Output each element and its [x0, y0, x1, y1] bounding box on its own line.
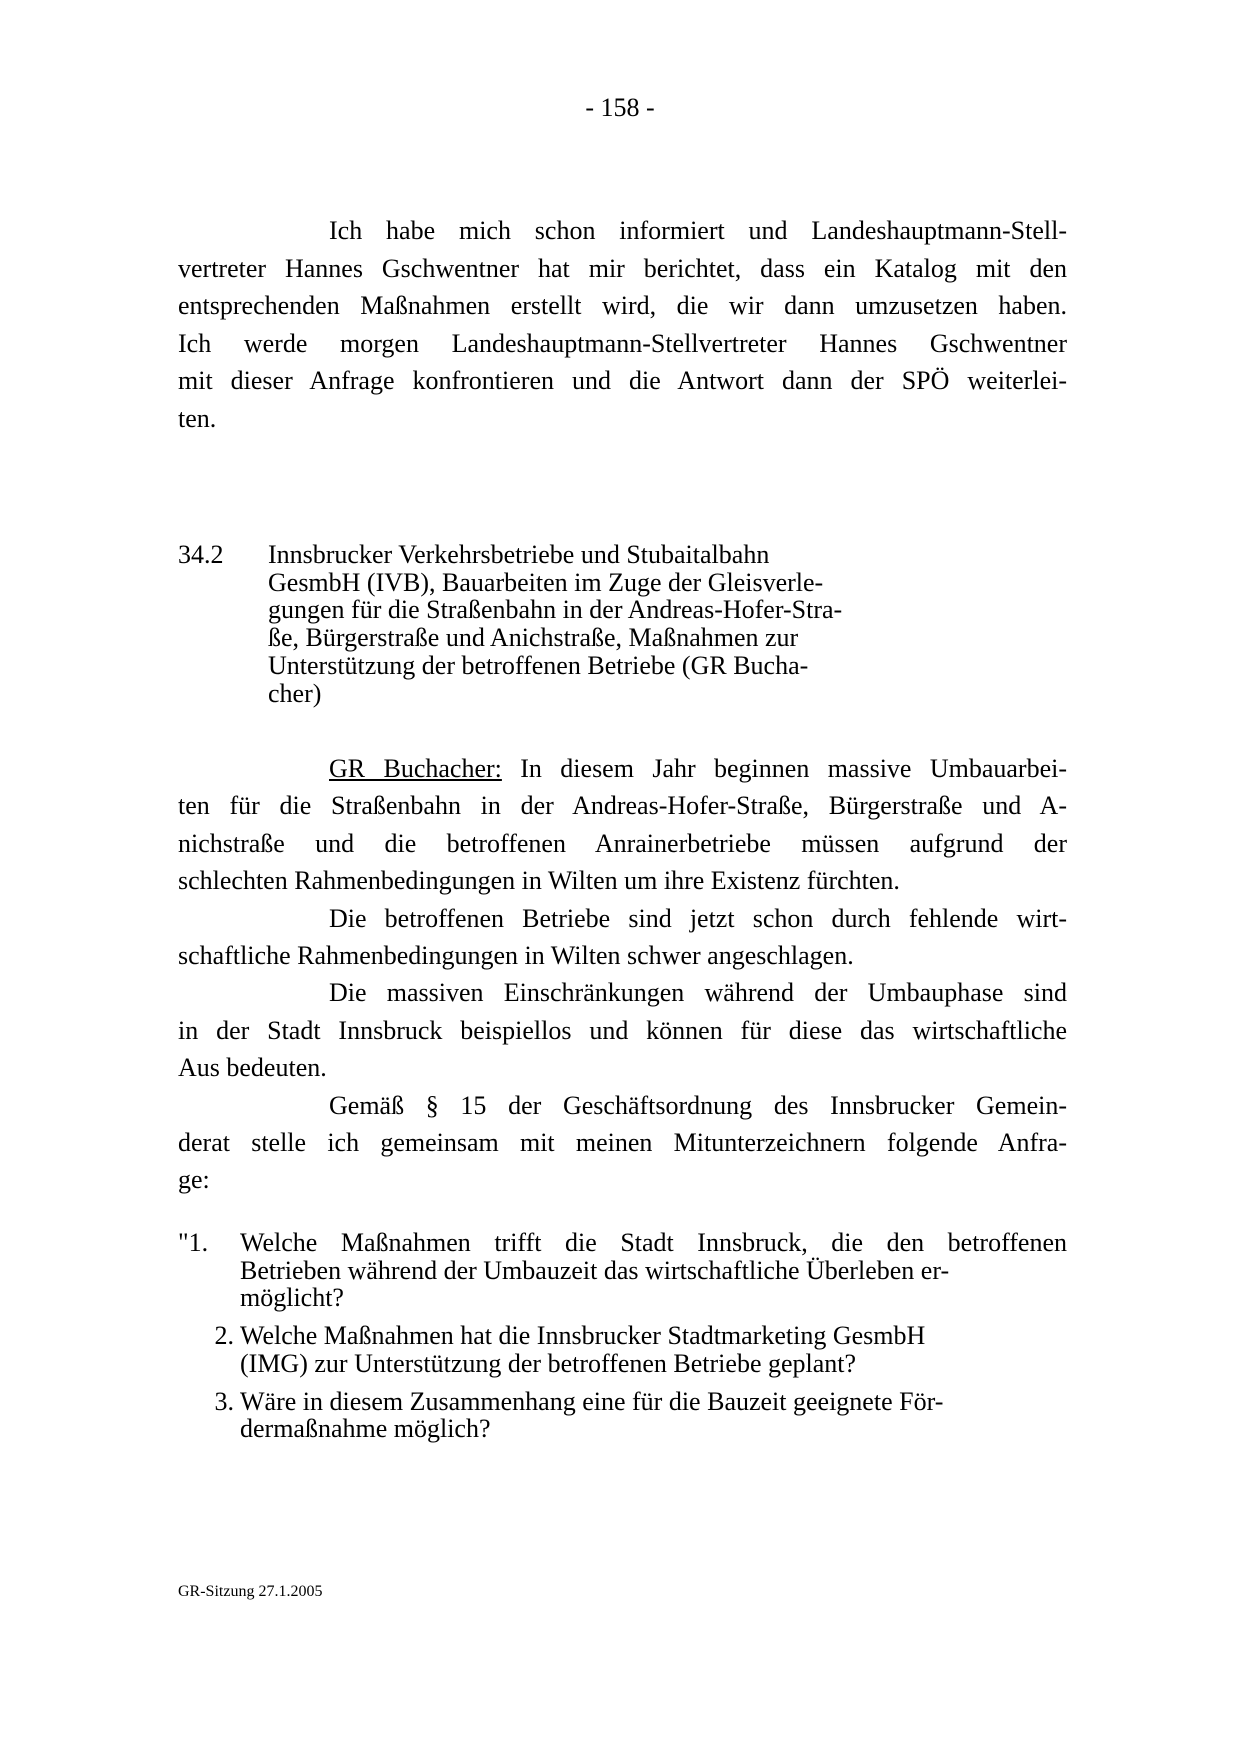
- agenda-item-title: [268, 541, 908, 707]
- text-line: [178, 750, 1067, 787]
- text-line: möglicht?: [240, 1283, 344, 1313]
- list-marker: 3.: [214, 1386, 234, 1416]
- text-line: in der Stadt Innsbruck beispiellos und können für diese das wirtschaftliche: [178, 1015, 1067, 1045]
- text-line: Welche Maßnahmen trifft die Stadt Innsbruck, die den betroffenen: [240, 1228, 1067, 1257]
- list-marker: "1.: [178, 1228, 209, 1257]
- text-line: vertreter Hannes Gschwentner hat mir berichtet, dass ein Katalog mit den: [178, 253, 1067, 283]
- list-item: [178, 1322, 1067, 1377]
- text-line: entsprechenden Maßnahmen erstellt wird, die wir dann umzusetzen haben.: [178, 291, 1067, 321]
- list-item: [178, 1388, 1067, 1443]
- text-line: Aus bedeuten.: [178, 1053, 327, 1083]
- title-line: Innsbrucker Verkehrsbetriebe und Stubaitalbahn: [268, 540, 770, 569]
- text-line: schaftliche Rahmenbedingungen in Wilten schwer angeschlagen.: [178, 941, 854, 971]
- text-line: Die massiven Einschränkungen während der Umbauphase sind: [329, 978, 1067, 1008]
- text-line: Wäre in diesem Zusammenhang eine für die Bauzeit geeignete För-: [240, 1386, 944, 1416]
- page-footer: GR-Sitzung 27.1.2005: [178, 1583, 323, 1600]
- text-line: Welche Maßnahmen hat die Innsbrucker Stadtmarketing GesmbH: [240, 1321, 926, 1351]
- page-number: - 158 -: [585, 93, 655, 122]
- text-line: dermaßnahme möglich?: [240, 1414, 491, 1444]
- text-line: ge:: [178, 1165, 210, 1195]
- statement-body: [178, 750, 1067, 1199]
- title-line: ße, Bürgerstraße und Anichstraße, Maßnahmen zur: [268, 623, 799, 653]
- statement-first-line: In diesem Jahr beginnen massive Umbauarbei-: [501, 754, 1067, 783]
- text-line: nichstraße und die betroffenen Anrainerbetriebe müssen aufgrund der: [178, 828, 1067, 858]
- agenda-item-number: 34.2: [178, 540, 224, 569]
- text-line: schlechten Rahmenbedingungen in Wilten um ihre Existenz fürchten.: [178, 866, 900, 896]
- question-list: [178, 1229, 1067, 1443]
- text-line: Betrieben während der Umbauzeit das wirtschaftliche Überleben er-: [240, 1255, 950, 1285]
- text-line: Ich habe mich schon informiert und Landeshauptmann-Stell-: [329, 216, 1067, 245]
- text-line: Gemäß § 15 der Geschäftsordnung des Innsbrucker Gemein-: [329, 1090, 1067, 1120]
- title-line: gungen für die Straßenbahn in der Andreas-Hofer-Stra-: [268, 595, 843, 625]
- text-line: mit dieser Anfrage konfrontieren und die Antwort dann der SPÖ weiterlei-: [178, 366, 1067, 396]
- text-line: ten für die Straßenbahn in der Andreas-Hofer-Straße, Bürgerstraße und A-: [178, 791, 1067, 821]
- title-line: cher): [268, 678, 322, 708]
- title-line: Unterstützung der betroffenen Betriebe (GR Bucha-: [268, 650, 809, 680]
- text-line: Die betroffenen Betriebe sind jetzt schon durch fehlende wirt-: [329, 903, 1067, 933]
- text-line: ten.: [178, 403, 217, 433]
- paragraph-reply: [178, 212, 1067, 438]
- speaker-name: GR Buchacher:: [329, 754, 502, 783]
- text-line: derat stelle ich gemeinsam mit meinen Mitunterzeichnern folgende Anfra-: [178, 1128, 1067, 1158]
- list-item: [178, 1229, 1067, 1312]
- text-line: Ich werde morgen Landeshauptmann-Stellvertreter Hannes Gschwentner: [178, 328, 1067, 358]
- title-line: GesmbH (IVB), Bauarbeiten im Zuge der Gleisverle-: [268, 567, 824, 597]
- list-marker: 2.: [214, 1321, 234, 1351]
- text-line: (IMG) zur Unterstützung der betroffenen Betriebe geplant?: [240, 1348, 857, 1378]
